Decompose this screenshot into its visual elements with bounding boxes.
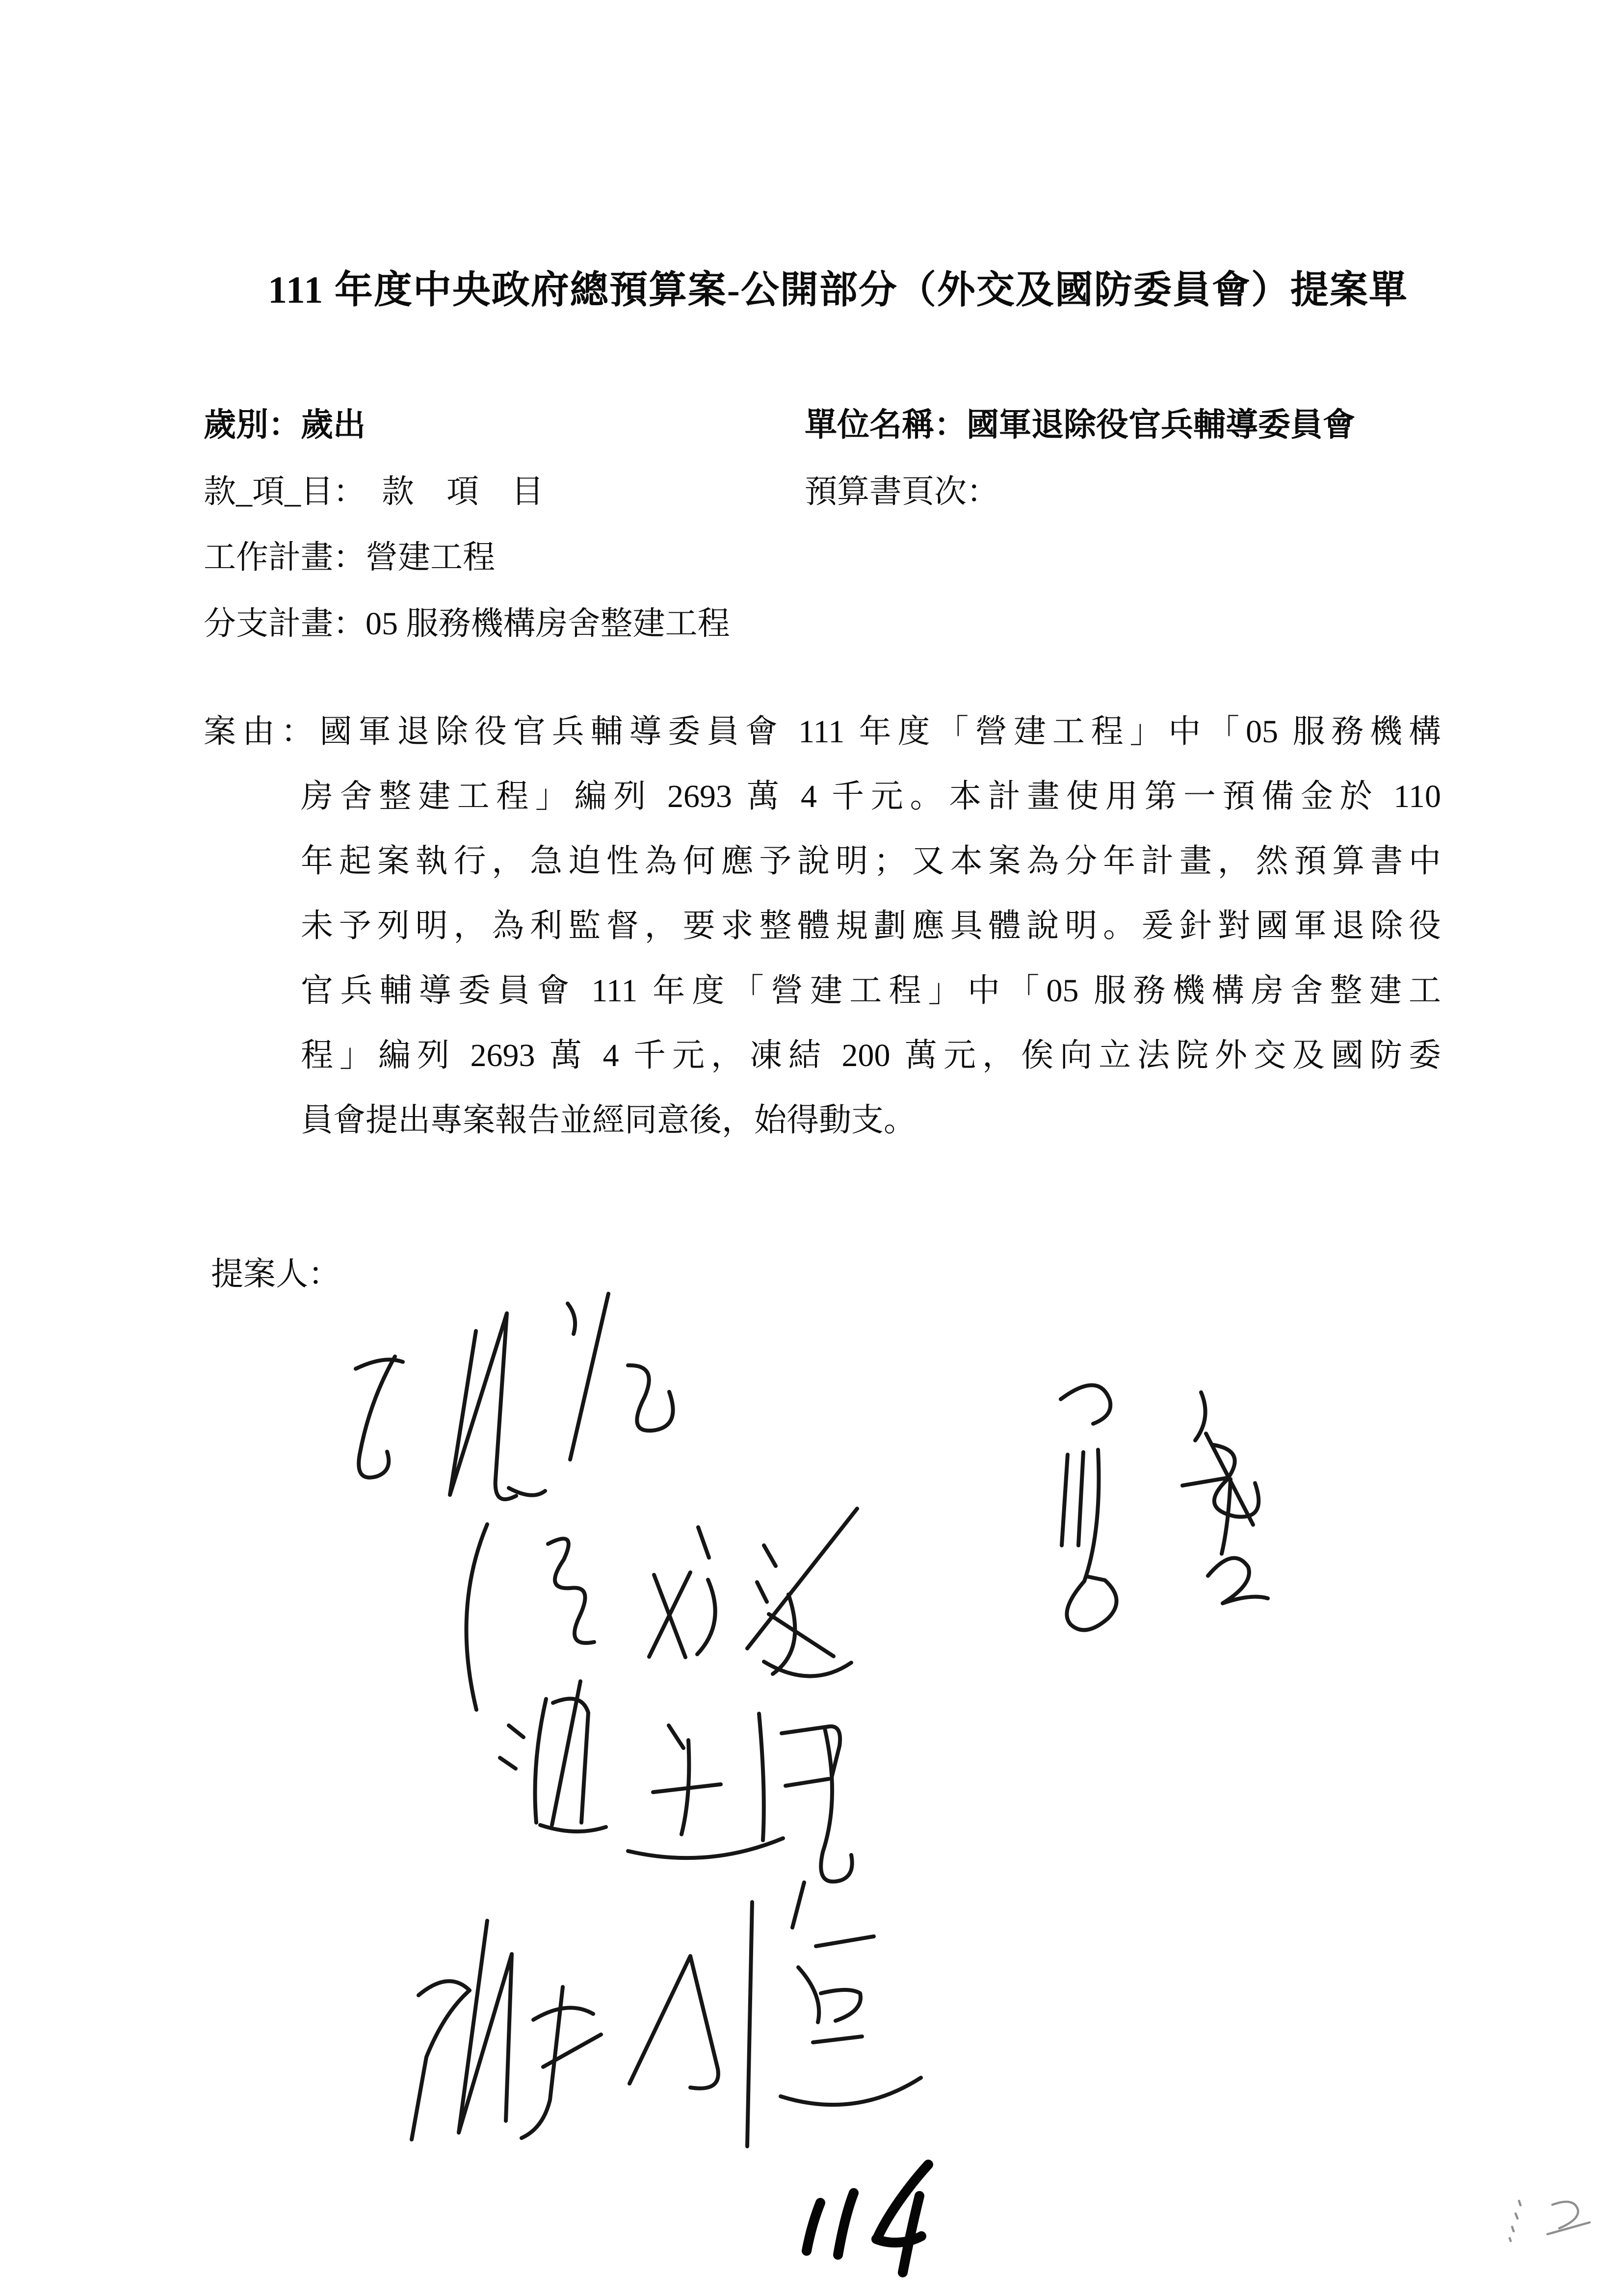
case-line: 未予列明，為利監督，要求整體規劃應具體說明。爰針對國軍退除役: [301, 908, 1441, 944]
corner-mark: [1492, 2189, 1602, 2245]
case-line: 官兵輔導委員會 111 年度「營建工程」中「05 服務機構房舍整建工: [301, 973, 1441, 1009]
case-line: 年起案執行，急迫性為何應予說明；又本案為分年計畫，然預算書中: [301, 843, 1441, 879]
case-line: 程」編列 2693 萬 4 千元，凍結 200 萬元，俟向立法院外交及國防委: [301, 1038, 1441, 1073]
meta-budget-page: 預算書頁次：: [805, 474, 999, 510]
case-line: 房舍整建工程」編列 2693 萬 4 千元。本計畫使用第一預備金於 110: [301, 779, 1441, 814]
meta-sub-plan: 分支計畫：05 服務機構房舍整建工程: [204, 606, 730, 642]
page-number-handwritten: [780, 2158, 949, 2280]
meta-unit-name: 單位名稱：國軍退除役官兵輔導委員會: [805, 407, 1355, 443]
document-title: 111 年度中央政府總預算案-公開部分（外交及國防委員會）提案單: [268, 268, 1408, 311]
meta-fiscal-type: 歲別：歲出: [204, 407, 366, 443]
handwritten-signature-5: [370, 1872, 841, 2154]
case-line: 案由：國軍退除役官兵輔導委員會 111 年度「營建工程」中「05 服務機構: [204, 714, 1441, 750]
handwritten-signature-2: [1021, 1354, 1288, 1621]
meta-item-fields: 款_項_目： 款 項 目: [204, 474, 544, 510]
proposer-label: 提案人：: [211, 1256, 341, 1292]
meta-work-plan: 工作計畫：營建工程: [204, 540, 495, 575]
case-line: 員會提出專案報告並經同意後，始得動支。: [301, 1102, 916, 1138]
